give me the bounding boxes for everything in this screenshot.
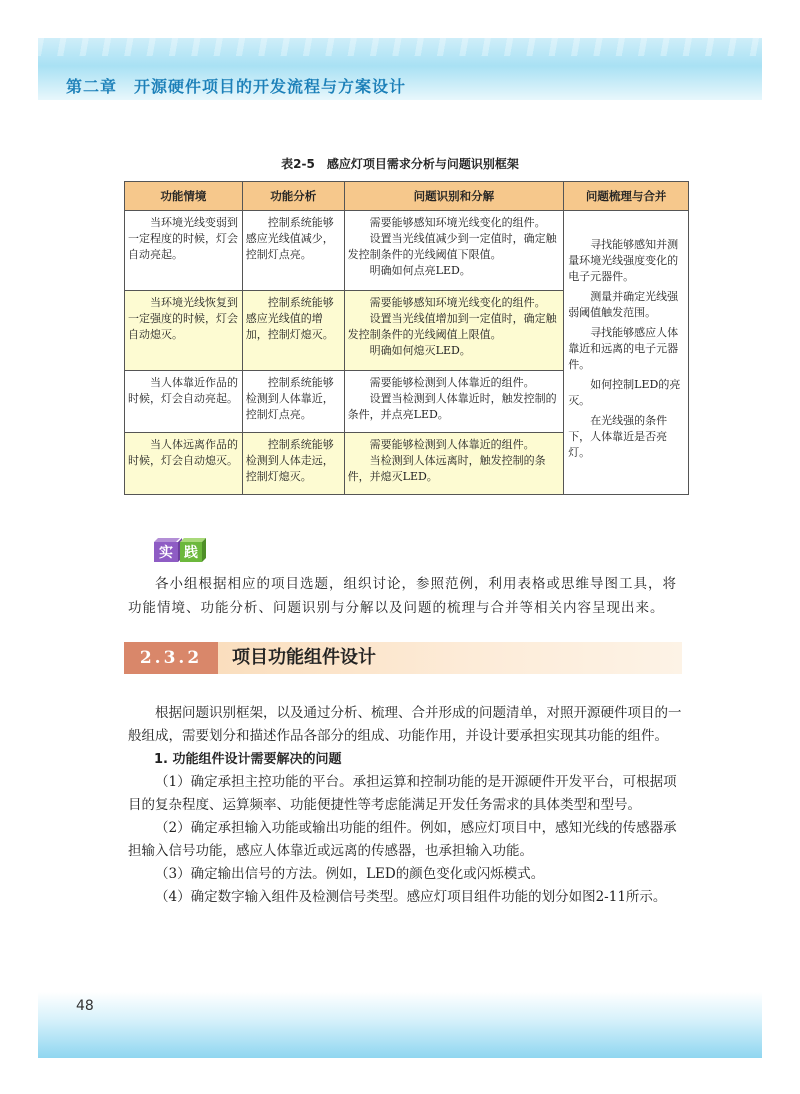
scenario-cell: 当环境光线恢复到一定强度的时候，灯会自动熄灭。 [125,291,243,371]
column-header: 功能分析 [242,182,344,211]
practice-icon [152,536,208,564]
problems-cell [344,291,564,371]
list-item: （2）确定承担输入功能或输出功能的组件。例如，感应灯项目中，感知光线的传感器承担输入信号功能，感应人体靠近或远离的传感器，也承担输入功能。 [128,820,677,859]
problem-line: 需要能够检测到人体靠近的组件。 [369,376,535,389]
problem-line: 需要能够感知环境光线变化的组件。 [369,296,546,309]
problems-cell [344,211,564,291]
scenario-cell: 当人体靠近作品的时候，灯会自动亮起。 [125,371,243,433]
requirements-table [124,181,689,495]
scenario-cell: 当人体远离作品的时候，灯会自动熄灭。 [125,433,243,495]
column-header: 功能情境 [125,182,243,211]
practice-icon-char: 践 [184,545,198,561]
list-item: （3）确定输出信号的方法。例如，LED的颜色变化或闪烁模式。 [155,866,545,882]
analysis-cell: 控制系统能够感应光线值减少，控制灯点亮。 [242,211,344,291]
footer-band [38,992,762,1058]
section-title: 项目功能组件设计 [232,647,376,668]
summary-line: 寻找能够感应人体靠近和远离的电子元器件。 [568,326,679,371]
page-number: 48 [76,998,94,1014]
chapter-title: 第二章 开源硬件项目的开发流程与方案设计 [66,77,407,96]
practice-icon-char: 实 [159,545,173,561]
problem-line: 设置当光线值减少到一定值时，确定触发控制条件的光线阈值下限值。 [347,232,557,261]
problem-line: 需要能够感知环境光线变化的组件。 [369,216,546,229]
problem-line: 需要能够检测到人体靠近的组件。 [369,438,535,451]
problem-line: 设置当光线值增加到一定值时，确定触发控制条件的光线阈值上限值。 [347,312,557,341]
subheading: 1. 功能组件设计需要解决的问题 [154,752,342,767]
problems-cell [344,433,564,495]
summary-line: 如何控制LED的亮灭。 [568,378,681,407]
analysis-cell: 控制系统能够检测到人体靠近，控制灯点亮。 [242,371,344,433]
problem-line: 明确如何熄灭LED。 [369,344,471,357]
list-item: （1）确定承担主控功能的平台。承担运算和控制功能的是开源硬件开发平台，可根据项目的复杂程度、运算频率、功能便捷性等考虑能满足开发任务需求的具体类型和型号。 [128,774,677,813]
body-text [128,702,690,909]
section-number: 2.3.2 [124,642,218,674]
summary-line: 寻找能够感知并测量环境光线强度变化的电子元器件。 [568,238,679,283]
column-header: 问题识别和分解 [344,182,564,211]
problem-line: 当检测到人体远离时，触发控制的条件，并熄灭LED。 [347,454,546,483]
problem-line: 明确如何点亮LED。 [369,264,471,277]
table-row [125,211,689,291]
analysis-cell: 控制系统能够感应光线值的增加，控制灯熄灭。 [242,291,344,371]
analysis-cell: 控制系统能够检测到人体走远，控制灯熄灭。 [242,433,344,495]
intro-paragraph: 根据问题识别框架，以及通过分析、梳理、合并形成的问题清单，对照开源硬件项目的一般组成，需要划分和描述作品各部分的组成、功能作用，并设计要承担实现其功能的组件。 [128,705,682,744]
list-item: （4）确定数字输入组件及检测信号类型。感应灯项目组件功能的划分如图2-11所示。 [155,889,667,905]
scenario-cell: 当环境光线变弱到一定程度的时候，灯会自动亮起。 [125,211,243,291]
table-header-row [125,182,689,211]
summary-line: 在光线强的条件下，人体靠近是否亮灯。 [568,414,668,459]
table-caption: 表2-5 感应灯项目需求分析与问题识别框架 [281,157,519,171]
problem-line: 设置当检测到人体靠近时，触发控制的条件，并点亮LED。 [347,392,557,421]
column-header: 问题梳理与合并 [564,182,689,211]
problems-cell [344,371,564,433]
summary-line: 测量并确定光线强弱阈值触发范围。 [568,290,679,319]
practice-text: 各小组根据相应的项目选题，组织讨论，参照范例，利用表格或思维导图工具，将功能情境、功能分析、问题识别与分解以及问题的梳理与合并等相关内容呈现出来。 [128,576,677,616]
summary-cell [564,211,689,495]
